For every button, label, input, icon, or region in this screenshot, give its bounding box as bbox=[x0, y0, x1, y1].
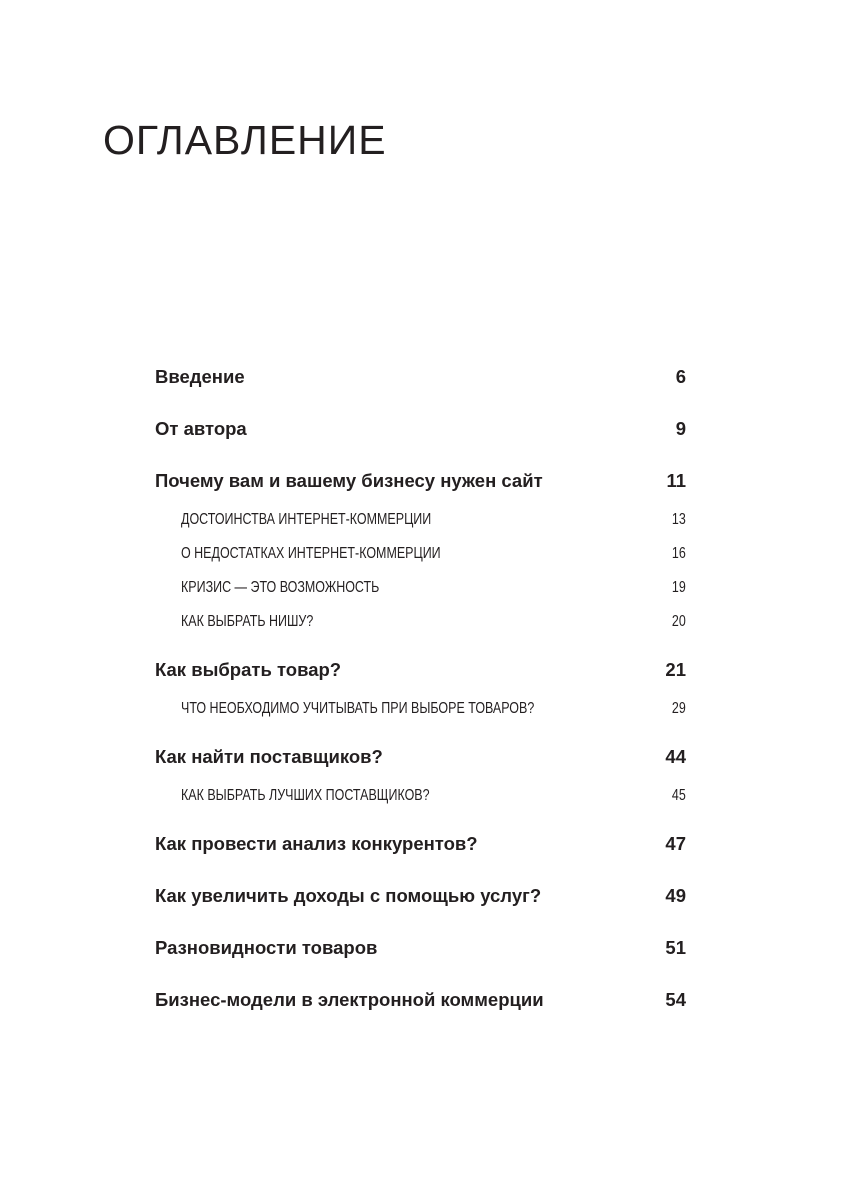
toc-section[interactable] bbox=[155, 509, 686, 543]
toc-section-page: 16 bbox=[672, 545, 686, 562]
toc-chapter-from-author[interactable] bbox=[155, 415, 686, 467]
toc-chapter-title: Как увеличить доходы с помощью услуг? bbox=[155, 885, 542, 906]
toc-chapter-title: От автора bbox=[155, 418, 247, 439]
toc-chapter-page: 54 bbox=[665, 989, 686, 1010]
toc-chapter-page: 49 bbox=[665, 885, 686, 906]
toc-chapter-page: 21 bbox=[665, 659, 686, 680]
toc-section[interactable] bbox=[155, 698, 686, 743]
toc-chapter-page: 44 bbox=[665, 746, 686, 767]
toc-chapter-title: Разновидности товаров bbox=[155, 937, 378, 958]
toc-chapter-competitor-analysis[interactable] bbox=[155, 830, 686, 882]
toc-chapter-why-website[interactable] bbox=[155, 467, 686, 509]
toc-chapter-title: Как найти поставщиков? bbox=[155, 746, 383, 767]
toc-section-page: 19 bbox=[672, 579, 686, 596]
toc-chapter-page: 6 bbox=[675, 366, 686, 387]
toc-section-title: КАК ВЫБРАТЬ НИШУ? bbox=[181, 613, 314, 630]
toc-chapter-introduction[interactable] bbox=[155, 363, 686, 415]
table-of-contents bbox=[155, 363, 686, 1038]
toc-section-page: 29 bbox=[672, 700, 686, 717]
toc-section-title: ЧТО НЕОБХОДИМО УЧИТЫВАТЬ ПРИ ВЫБОРЕ ТОВАРОВ? bbox=[181, 700, 535, 717]
toc-section-page: 20 bbox=[672, 613, 686, 630]
toc-chapter-page: 9 bbox=[675, 418, 686, 439]
toc-section-page: 13 bbox=[672, 511, 686, 528]
toc-section[interactable] bbox=[155, 577, 686, 611]
toc-chapter-title: Почему вам и вашему бизнесу нужен сайт bbox=[155, 470, 543, 491]
toc-section-title: КАК ВЫБРАТЬ ЛУЧШИХ ПОСТАВЩИКОВ? bbox=[181, 787, 430, 804]
toc-section[interactable] bbox=[155, 611, 686, 656]
toc-section[interactable] bbox=[155, 543, 686, 577]
toc-chapter-title: Как провести анализ конкурентов? bbox=[155, 833, 478, 854]
toc-chapter-choose-product[interactable] bbox=[155, 656, 686, 698]
toc-section-title: О НЕДОСТАТКАХ ИНТЕРНЕТ-КОММЕРЦИИ bbox=[181, 545, 441, 562]
toc-section-title: ДОСТОИНСТВА ИНТЕРНЕТ-КОММЕРЦИИ bbox=[181, 511, 432, 528]
page-title: ОГЛАВЛЕНИЕ bbox=[103, 117, 387, 163]
toc-section-title: КРИЗИС — ЭТО ВОЗМОЖНОСТЬ bbox=[181, 579, 380, 596]
toc-chapter-page: 11 bbox=[666, 470, 686, 491]
toc-chapter-product-types[interactable] bbox=[155, 934, 686, 986]
toc-chapter-title: Как выбрать товар? bbox=[155, 659, 342, 680]
toc-chapter-find-suppliers[interactable] bbox=[155, 743, 686, 785]
toc-chapter-title: Бизнес-модели в электронной коммерции bbox=[155, 989, 544, 1010]
toc-chapter-increase-income[interactable] bbox=[155, 882, 686, 934]
toc-chapter-business-models[interactable] bbox=[155, 986, 686, 1038]
toc-chapter-page: 47 bbox=[665, 833, 686, 854]
toc-chapter-page: 51 bbox=[665, 937, 686, 958]
toc-chapter-title: Введение bbox=[155, 366, 245, 387]
toc-section-page: 45 bbox=[672, 787, 686, 804]
toc-section[interactable] bbox=[155, 785, 686, 830]
